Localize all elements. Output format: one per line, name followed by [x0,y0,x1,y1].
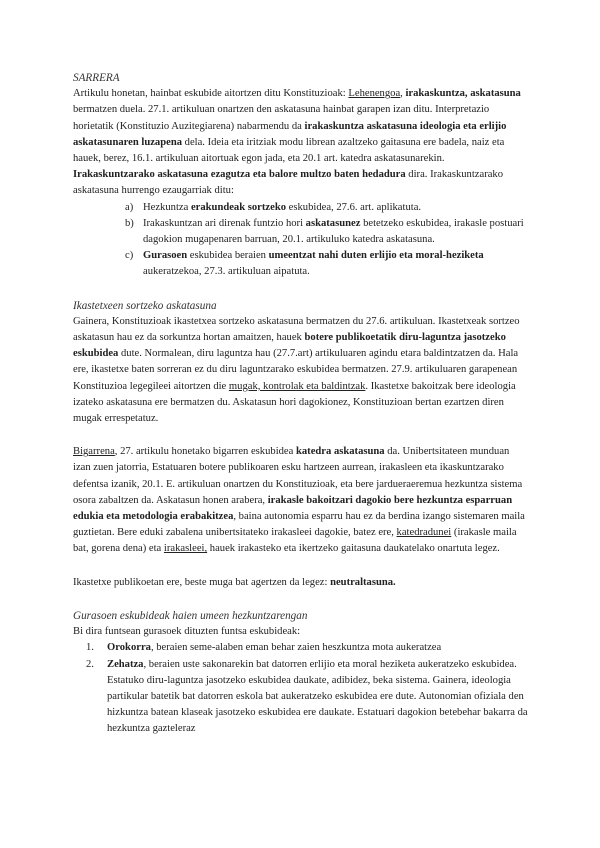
list-item: 2. Zehatza, beraien uste sakonarekin bat datorren erlijio eta moral heziketa aukeratzeko eskubidea. Estatuko diru-laguntza jasotzeko eskubidea daukate, adibidez, beka sistema. Gainera, ideologia partikular batetik bat datorren eskola bat aukeratzeko eskubidea ere dute. Autonomian ofiziala den hizkuntza batean klaseak jasotzeko eskubidea ere daukate. Estatuari dagokion betebehar bakarra da hezkuntza gazteleraz [86,658,528,735]
paragraph-ikastetxeak: Gainera, Konstituzioak ikastetxea sortzeko askatasuna bermatzen du 27.6. artikuluan. Ikastetxeak sortzeo askatasun hau ez da sorkuntza hortan amaitzen, hauek botere publikoetatik diru-laguntza jasotzeko eskubidea dute. Normalean, diru laguntza hau (27.7.art) artikuluaren agindu etara baldintzatzen da. Hala ere, ikastetxe baten sorreran ez du diru laguntzarako eskubidea bermatzen. 27.9. artikuluaren garapenean Konstituzioa legegileei aitortzen die mugak, kontrolak eta baldintzak. Ikastetxe bakoitzak bere ideologia izateko askatasuna ere bermatzen du. Askatasun hori dagokionez, Konstituzioan bertan ezartzen diren mugak errespetatuz. [73,315,520,425]
features-list [73,200,528,281]
paragraph-gurasoen-intro: Bi dira funtsean gurasoek dituzten funtsa eskubideak: [73,626,301,638]
paragraph-bigarrena: Bigarrena, 27. artikulu honetako bigarren eskubidea katedra askatasuna da. Unibertsitateen munduan izan zuen jatorria, Estatuaren botere publikoaren esku hartzeen aurrean, irakasleen eta ikaskuntzarako defentsa izanik, 20.1. E. artikuluan onartzen du Konstituzioak, eta bere jardueraeremua hezkuntza sistema osora zabaltzen da. Askatasun honen arabera, irakasle bakoitzari dagokio bere hezkuntza esparruan edukia eta metodologia erabakitzea, baina autonomia esparru hau ez da berdina izango sistemaren maila guztietan. Bere eduki zabalena unibertsitateko irakasleei dagokie, batez ere, katedradunei (irakasle maila bat, gorena dena) eta irakasleei, hauek irakasteko eta ikertzeko gaitasuna daukatelako onartuta legez. [73,446,525,555]
list-item: c) Gurasoen eskubidea beraien umeentzat nahi duten erlijio eta moral-heziketa aukeratzekoa, 27.3. artikuluan aipatuta. [125,250,484,278]
list-item: a) Hezkuntza erakundeak sortzeko eskubidea, 27.6. art. aplikatuta. [125,201,422,213]
document-page [73,70,528,738]
list-item: b) Irakaskuntzan ari direnak funtzio hori askatasunez betetzeko eskubidea, irakasle postuari dagokion mugapenaren barruan, 20.1. artikuluko katedra askatasuna. [125,217,524,246]
section-title-sarrera: SARRERA [73,72,120,84]
section-title-ikastetxeen: Ikastetxeen sortzeko askatasuna [73,299,217,312]
paragraph-neutraltasuna: Ikastetxe publikoetan ere, beste muga bat agertzen da legez: neutraltasuna. [73,576,396,588]
rights-list [73,640,528,737]
intro-paragraph: Artikulu honetan, hainbat eskubide aitortzen ditu Konstituzioak: Lehenengoa, irakaskuntza, askatasuna bermatzen duela. 27.1. artikuluan onartzen den askatasuna hainbat garapen izan ditu. Interpretazio horietatik (Konstituzio Auzitegiarena) nabarmendu da irakaskuntza askatasuna ideologia eta erlijio askatasunaren luzapena dela. Ideia eta iritziak modu librean azaltzeko gaitasuna ere badela, naiz eta hauek, berez, 16.1. artikuluan aitortuak egon jada, eta 20.1 art. katedra askatasunarekin. Irakaskuntzarako askatasuna ezagutza eta balore multzo baten hedadura dira. Irakaskuntzarako askatasuna hurrengo ezaugarriak ditu: [73,88,521,197]
section-title-gurasoen: Gurasoen eskubideak haien umeen hezkuntzarengan [73,609,308,622]
list-item: 1. Orokorra, beraien seme-alaben eman behar zaien heszkuntza mota aukeratzea [86,642,442,654]
